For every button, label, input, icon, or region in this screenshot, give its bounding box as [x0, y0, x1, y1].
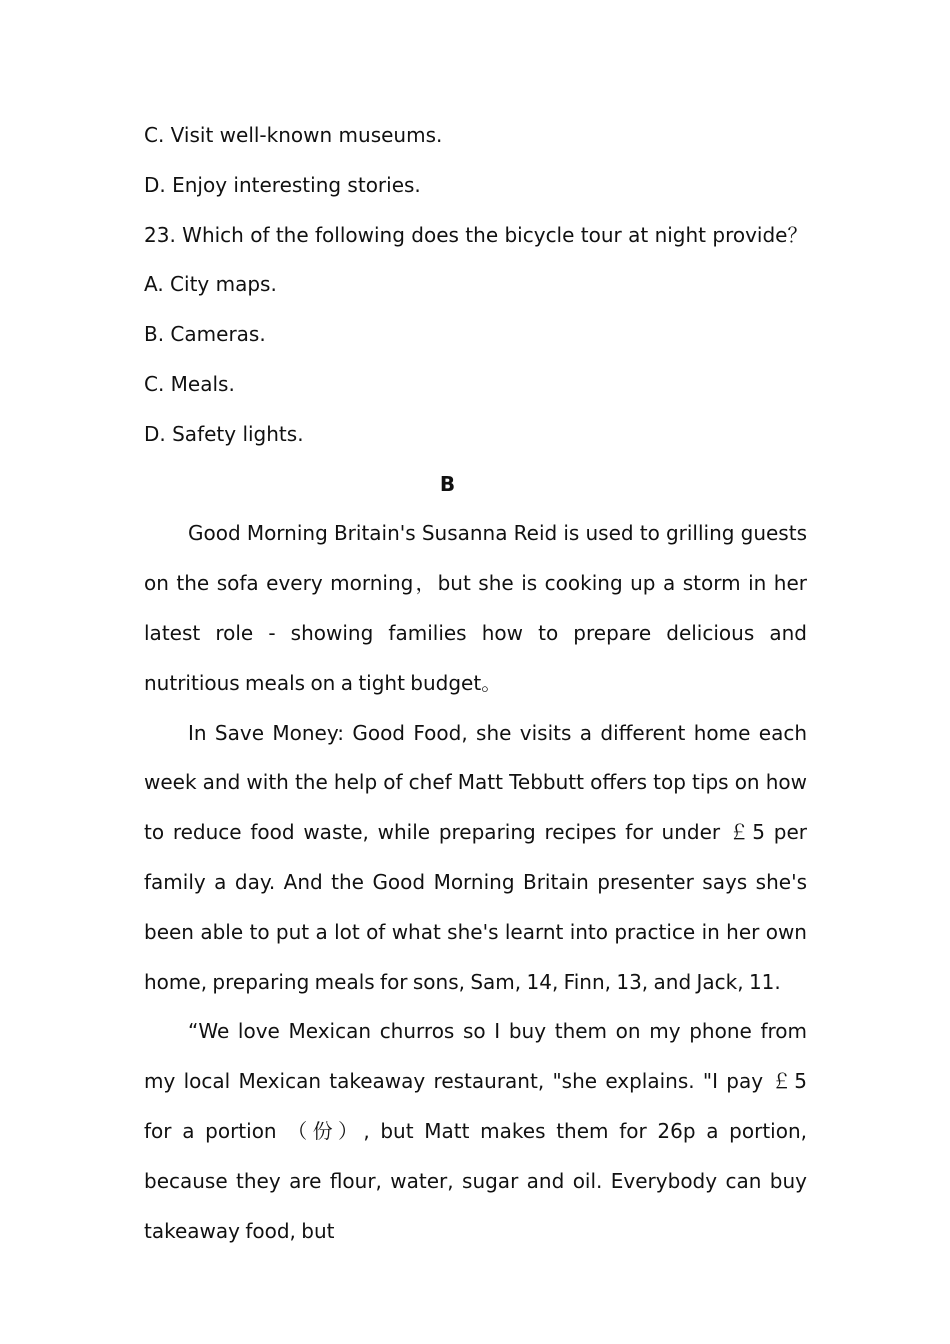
option-d-prev: D. Enjoy interesting stories. [144, 172, 421, 197]
option-c-prev: C. Visit well-known museums. [144, 123, 443, 147]
section-title: B [439, 471, 456, 496]
paragraph-1: Good Morning Britain's Susanna Reid is used to grilling guests on the sofa every morning，but she is cooking up a storm in her latest role - showing families how to prepare delicious and nutritious meals on a tight budget。 [144, 521, 807, 695]
question-23-option-a: A. City maps. [144, 272, 277, 297]
question-23-option-c: C. Meals. [144, 371, 235, 396]
paragraph-2: In Save Money: Good Food, she visits a different home each week and with the help of chef Matt Tebbutt offers top tips on how to reduce food waste, while preparing recipes for under ￡5 per family a day. And the Good Morning Britain presenter says she's been able to put a lot of what she's learnt into practice in her own home, preparing meals for sons, Sam, 14, Finn, 13, and Jack, 11. [144, 720, 807, 994]
question-23-option-b: B. Cameras. [144, 322, 266, 347]
question-23-option-d: D. Safety lights. [144, 421, 304, 446]
paragraph-3: “We love Mexican churros so I buy them on my phone from my local Mexican takeaway restaurant, "she explains. "I pay ￡5 for a portion （份）, but Matt makes them for 26p a portion, because they are flour, water, sugar and oil. Everybody can buy takeaway food, but [144, 1019, 807, 1243]
document-page [144, 111, 807, 1256]
question-23-stem: 23. Which of the following does the bicycle tour at night provide？ [144, 222, 808, 247]
